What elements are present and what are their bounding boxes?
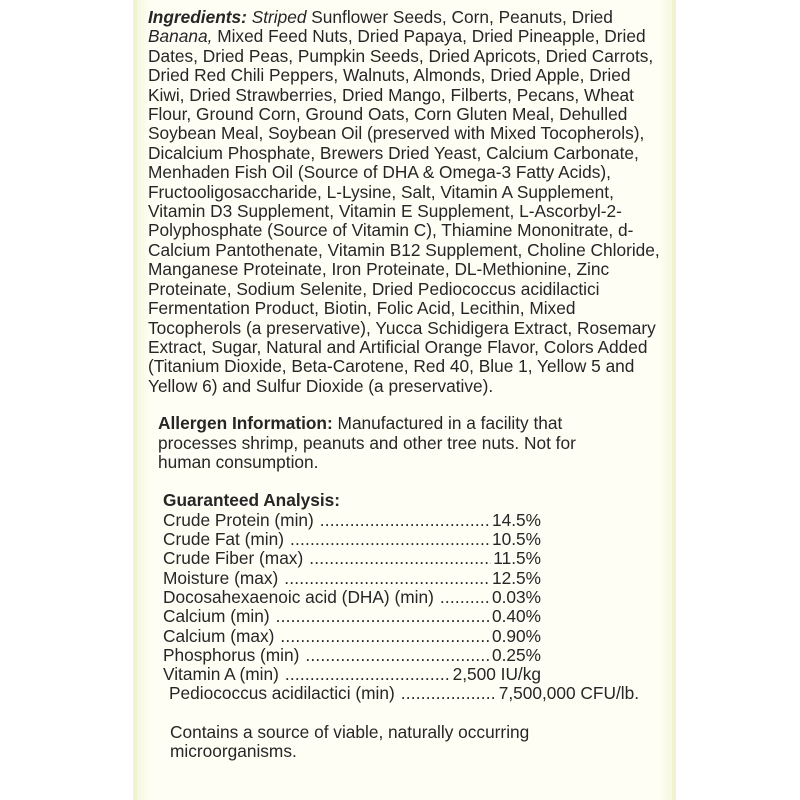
analysis-row-name: Phosphorus (min) [163,644,300,665]
leader-dots [290,530,490,549]
analysis-row-name: Calcium (min) [163,606,270,627]
analysis-row [163,530,541,549]
ingredients-italic-2: Banana, [148,26,213,47]
leader-dots [401,684,497,703]
analysis-row [163,511,541,530]
leader-dots [320,511,490,530]
analysis-row [163,627,541,646]
ingredients-label: Ingredients: [148,7,247,27]
analysis-row-name: Calcium (max) [163,625,275,646]
analysis-group-a [163,511,541,588]
leader-dots [276,607,490,626]
contains-note: Contains a source of viable, naturally occurring microorganisms. [170,721,530,762]
guaranteed-analysis-section [163,491,660,703]
analysis-row-name: Moisture (max) [163,567,279,588]
analysis-row-value: 11.5% [493,548,541,569]
leader-dots [309,549,491,568]
analysis-group-c [169,684,639,703]
analysis-row-name: Vitamin A (min) [163,664,279,685]
analysis-row-value: 14.5% [491,509,541,530]
leader-dots [284,569,490,588]
leader-dots [285,665,451,684]
analysis-heading: Guaranteed Analysis: [163,490,341,511]
analysis-row [163,588,541,607]
analysis-row [163,665,541,684]
analysis-row [169,684,639,703]
analysis-row-name: Crude Protein (min) [163,509,314,530]
leader-dots [440,588,490,607]
analysis-row-name: Docosahexaenoic acid (DHA) (min) [163,586,434,607]
analysis-row-value: 12.5% [491,567,541,588]
label-content [148,8,660,762]
allergen-section [158,414,628,472]
leader-dots [280,627,490,646]
analysis-group-b [163,588,541,684]
analysis-row-value: 10.5% [491,529,541,550]
analysis-row-value: 0.25% [491,644,541,665]
analysis-row [163,549,541,568]
leader-dots [305,646,490,665]
analysis-row-name: Crude Fiber (max) [163,548,304,569]
analysis-row [163,569,541,588]
analysis-row-name: Pediococcus acidilactici (min) [169,683,395,704]
analysis-row-value: 0.40% [491,606,541,627]
analysis-row-value: 7,500,000 CFU/lb. [498,683,639,704]
analysis-row [163,646,541,665]
analysis-row-value: 0.90% [491,625,541,646]
analysis-row-name: Crude Fat (min) [163,529,284,550]
ingredients-text-1: Sunflower Seeds, Corn, Peanuts, Dried [306,7,613,27]
ingredients-lead: Striped [251,7,307,27]
analysis-row-value: 0.03% [491,586,541,607]
analysis-row [163,607,541,626]
ingredients-text-2: Mixed Feed Nuts, Dried Papaya, Dried Pineapple, Dried Dates, Dried Peas, Pumpkin Seeds, Dried Apricots, Dried Carrots, Dried Red Chili Peppers, Walnuts, Almonds, Dried Apple, Dried Kiwi, Dried Strawberries, Dried Mango, Filberts, Pecans, Wheat Flour, Ground Corn, Ground Oats, Corn Gluten Meal, Dehulled Soybean Meal, Soybean Oil (preserved with Mixed Tocopherols), Dicalcium Phosphate, Brewers Dried Yeast, Calcium Carbonate, Menhaden Fish Oil (Source of DHA & Omega-3 Fatty Acids), Fructooligosaccharide, L-Lysine, Salt, Vitamin A Supplement, Vitamin D3 Supplement, Vitamin E Supplement, L-Ascorbyl-2-Polyphosphate (Source of Vitamin C), Thiamine Mononitrate, d-Calcium Pantothenate, Vitamin B12 Supplement, Choline Chloride, Manganese Proteinate, Iron Proteinate, DL-Methionine, Zinc Proteinate, Sodium Selenite, Dried Pediococcus acidilactici Fermentation Product, Biotin, Folic Acid, Lecithin, Mixed Tocopherols (a preservative), Yucca Schidigera Extract, Rosemary Extract, Sugar, Natural and Artificial Orange Flavor, Colors Added (Titanium Dioxide, Beta-Carotene, Red 40, Blue 1, Yellow 5 and Yellow 6) and Sulfur Dioxide (a preservative). [148,26,660,396]
allergen-text: Manufactured in a facility that processes shrimp, peanuts and other tree nuts. Not for human consumption. [158,413,576,472]
allergen-label: Allergen Information: [158,413,333,434]
ingredients-section [148,8,660,396]
analysis-row-value: 2,500 IU/kg [452,664,541,685]
